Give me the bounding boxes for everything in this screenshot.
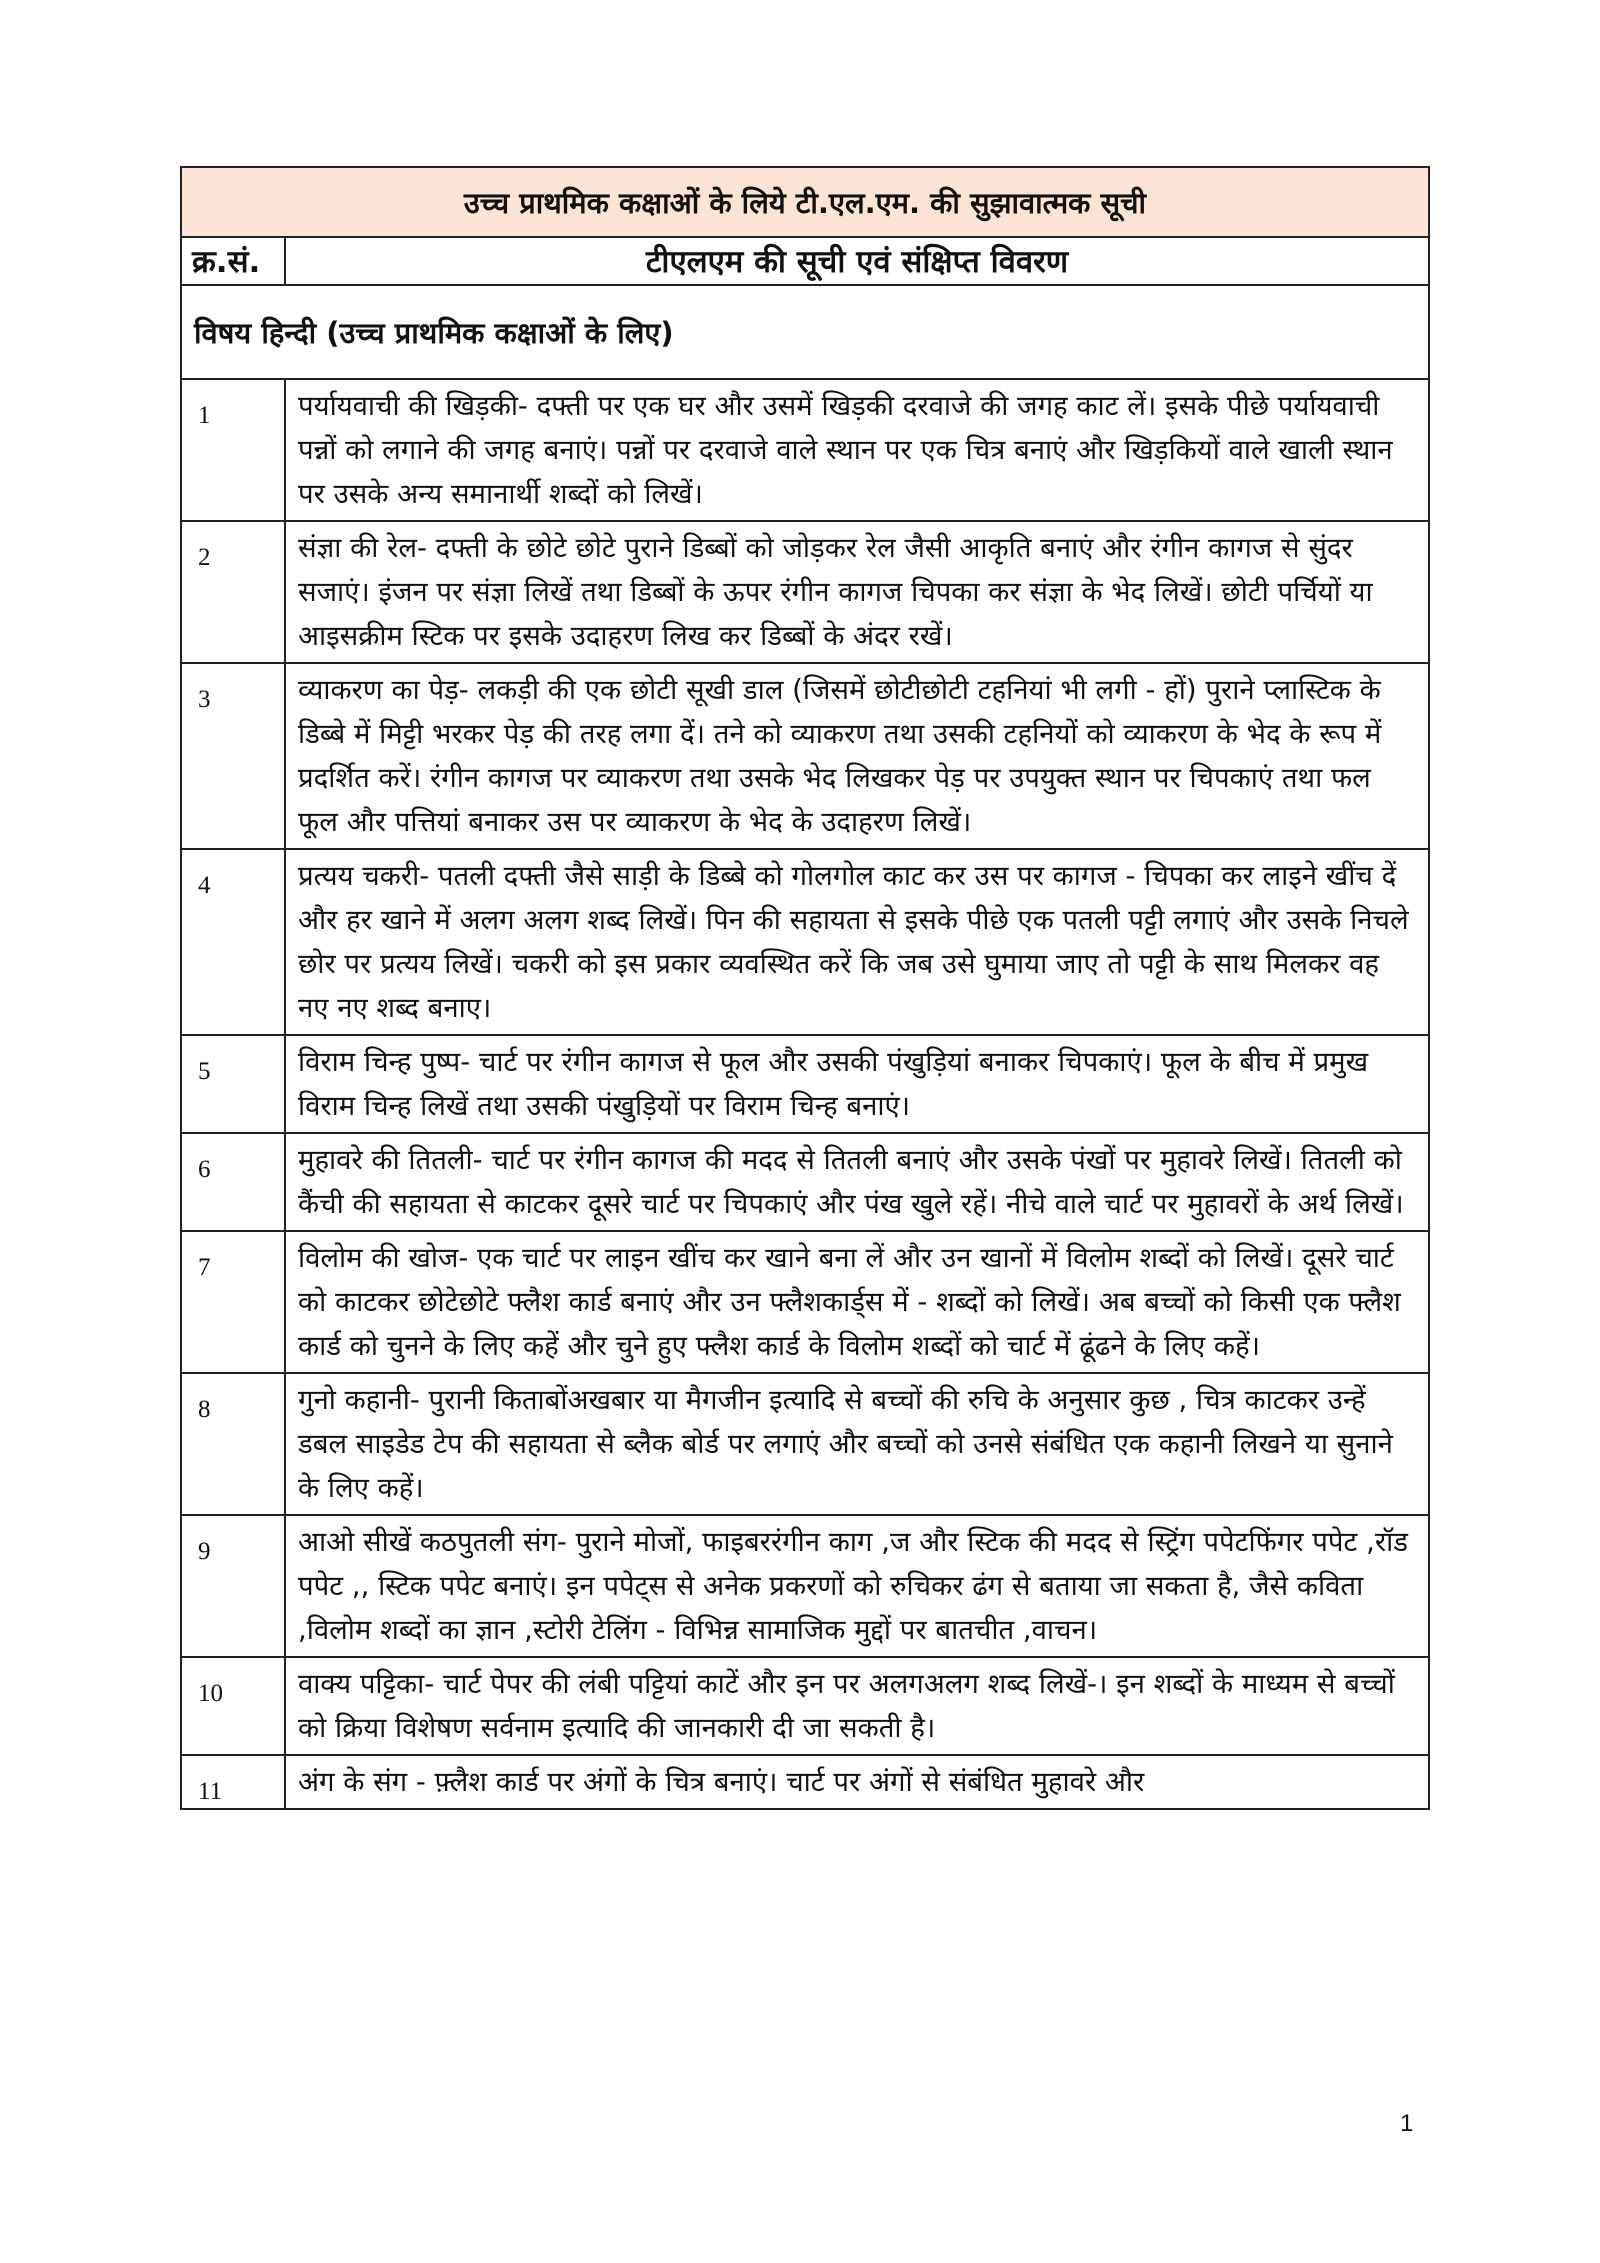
table-row (181, 1373, 1429, 1515)
description-header: टीएलएम की सूची एवं संक्षिप्त विवरण (285, 237, 1429, 285)
row-number: 7 (181, 1231, 285, 1373)
row-number: 1 (181, 379, 285, 521)
page-number: 1 (1400, 2110, 1414, 2137)
row-description: प्रत्यय चकरी- पतली दफ्ती जैसे साड़ी के डिब्बे को गोलगोल काट कर उस पर कागज - चिपका कर लाइने खींच दें और हर खाने में अलग अलग शब्द लिखें। पिन की सहायता से इसके पीछे एक पतली पट्टी लगाएं और उसके निचले छोर पर प्रत्यय लिखें। चकरी को इस प्रकार व्यवस्थित करें कि जब उसे घुमाया जाए तो पट्टी के साथ मिलकर वह नए नए शब्द बनाए। (285, 849, 1429, 1035)
row-description: गुनो कहानी- पुरानी किताबोंअखबार या मैगजीन इत्यादि से बच्चों की रुचि के अनुसार कुछ , चित्र काटकर उन्हें डबल साइडेड टेप की सहायता से ब्लैक बोर्ड पर लगाएं और बच्चों को उनसे संबंधित एक कहानी लिखने या सुनाने के लिए कहें। (285, 1373, 1429, 1515)
header-row (181, 237, 1429, 285)
row-description: विराम चिन्ह पुष्प- चार्ट पर रंगीन कागज से फूल और उसकी पंखुड़ियां बनाकर चिपकाएं। फूल के बीच में प्रमुख विराम चिन्ह लिखें तथा उसकी पंखुड़ियों पर विराम चिन्ह बनाएं। (285, 1035, 1429, 1133)
row-number: 9 (181, 1515, 285, 1657)
table-row (181, 663, 1429, 849)
row-number: 3 (181, 663, 285, 849)
row-number: 11 (181, 1755, 285, 1809)
row-description: संज्ञा की रेल- दफ्ती के छोटे छोटे पुराने डिब्बों को जोड़कर रेल जैसी आकृति बनाएं और रंगीन कागज से सुंदर सजाएं। इंजन पर संज्ञा लिखें तथा डिब्बों के ऊपर रंगीन कागज चिपका कर संज्ञा के भेद लिखें। छोटी पर्चियों या आइसक्रीम स्टिक पर इसके उदाहरण लिख कर डिब्बों के अंदर रखें। (285, 521, 1429, 663)
row-description: पर्यायवाची की खिड़की- दफ्ती पर एक घर और उसमें खिड़की दरवाजे की जगह काट लें। इसके पीछे पर्यायवाची पन्नों को लगाने की जगह बनाएं। पन्नों पर दरवाजे वाले स्थान पर एक चित्र बनाएं और खिड़कियों वाले खाली स्थान पर उसके अन्य समानार्थी शब्दों को लिखें। (285, 379, 1429, 521)
table-row (181, 1515, 1429, 1657)
row-number: 10 (181, 1657, 285, 1755)
table-row (181, 849, 1429, 1035)
row-number: 2 (181, 521, 285, 663)
row-number: 5 (181, 1035, 285, 1133)
table-row (181, 1133, 1429, 1231)
title-row (181, 167, 1429, 237)
table-row (181, 1231, 1429, 1373)
row-description: अंग के संग - फ़्लैश कार्ड पर अंगों के चित्र बनाएं। चार्ट पर अंगों से संबंधित मुहावरे और (285, 1755, 1429, 1809)
row-description: व्याकरण का पेड़- लकड़ी की एक छोटी सूखी डाल (जिसमें छोटीछोटी टहनियां भी लगी - हों) पुराने प्लास्टिक के डिब्बे में मिट्टी भरकर पेड़ की तरह लगा दें। तने को व्याकरण तथा उसकी टहनियों को व्याकरण के भेद के रूप में प्रदर्शित करें। रंगीन कागज पर व्याकरण तथा उसके भेद लिखकर पेड़ पर उपयुक्त स्थान पर चिपकाएं तथा फल फूल और पत्तियां बनाकर उस पर व्याकरण के भेद के उदाहरण लिखें। (285, 663, 1429, 849)
subject-row (181, 285, 1429, 379)
row-description: वाक्य पट्टिका- चार्ट पेपर की लंबी पट्टियां काटें और इन पर अलगअलग शब्द लिखें-। इन शब्दों के माध्यम से बच्चों को क्रिया विशेषण सर्वनाम इत्यादि की जानकारी दी जा सकती है। (285, 1657, 1429, 1755)
row-number: 6 (181, 1133, 285, 1231)
serial-number-header: क्र.सं. (181, 237, 285, 285)
table-row (181, 1035, 1429, 1133)
row-description: मुहावरे की तितली- चार्ट पर रंगीन कागज की मदद से तितली बनाएं और उसके पंखों पर मुहावरे लिखें। तितली को कैंची की सहायता से काटकर दूसरे चार्ट पर चिपकाएं और पंख खुले रहें। नीचे वाले चार्ट पर मुहावरों के अर्थ लिखें। (285, 1133, 1429, 1231)
row-number: 4 (181, 849, 285, 1035)
table-row (181, 1657, 1429, 1755)
row-description: आओ सीखें कठपुतली संग- पुराने मोजों, फाइबररंगीन काग ,ज और स्टिक की मदद से स्ट्रिंग पपेटफिंगर पपेट ,रॉड पपेट ,, स्टिक पपेट बनाएं। इन पपेट्स से अनेक प्रकरणों को रुचिकर ढंग से बताया जा सकता है, जैसे कविता ,विलोम शब्दों का ज्ञान ,स्टोरी टेलिंग - विभिन्न सामाजिक मुद्दों पर बातचीत ,वाचन। (285, 1515, 1429, 1657)
table-row (181, 1755, 1429, 1809)
tlm-table (180, 166, 1430, 1810)
table-title: उच्च प्राथमिक कक्षाओं के लिये टी.एल.एम. की सुझावात्मक सूची (181, 167, 1429, 237)
subject-heading: विषय हिन्दी (उच्च प्राथमिक कक्षाओं के लिए) (181, 285, 1429, 379)
row-number: 8 (181, 1373, 285, 1515)
table-row (181, 521, 1429, 663)
table-row (181, 379, 1429, 521)
row-description: विलोम की खोज- एक चार्ट पर लाइन खींच कर खाने बना लें और उन खानों में विलोम शब्दों को लिखें। दूसरे चार्ट को काटकर छोटेछोटे फ्लैश कार्ड बनाएं और उन फ्लैशकार्ड्स में - शब्दों को लिखें। अब बच्चों को किसी एक फ्लैश कार्ड को चुनने के लिए कहें और चुने हुए फ्लैश कार्ड के विलोम शब्दों को चार्ट में ढूंढने के लिए कहें। (285, 1231, 1429, 1373)
